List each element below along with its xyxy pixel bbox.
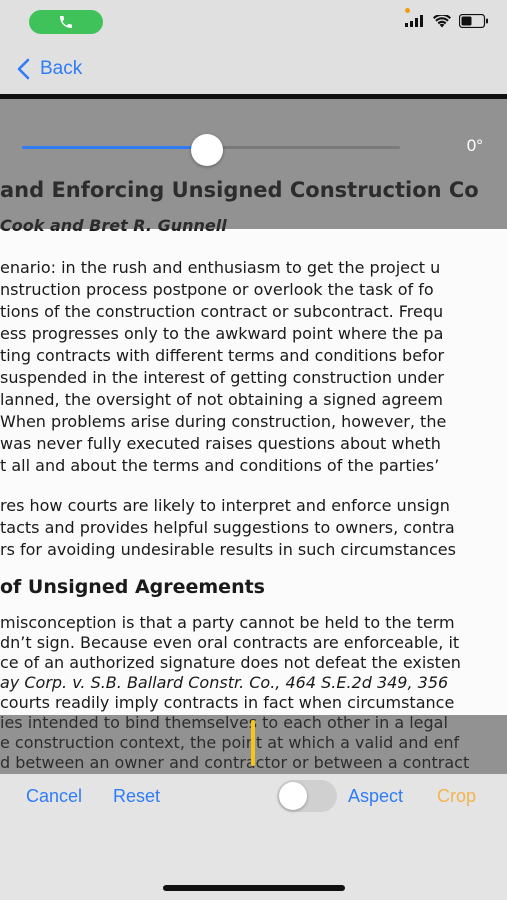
reset-button[interactable]: Reset — [113, 786, 161, 806]
rotation-angle-label: 0° — [466, 136, 483, 155]
back-button[interactable] — [16, 58, 82, 80]
doc-line: dn’t sign. Because even oral contracts are enforceable, it — [0, 633, 460, 652]
doc-line: suspended in the interest of getting construction under — [0, 368, 445, 387]
status-bar — [0, 0, 507, 46]
chevron-left-icon — [16, 58, 30, 80]
editor-top-border — [0, 94, 507, 99]
home-indicator — [163, 885, 345, 891]
rotation-slider-thumb[interactable] — [191, 134, 223, 166]
phone-icon — [58, 14, 74, 30]
aspect-toggle[interactable] — [277, 780, 337, 812]
doc-section-heading: of Unsigned Agreements — [0, 576, 265, 598]
doc-line: t all and about the terms and conditions of the parties’ — [0, 456, 440, 475]
nav-bar — [0, 46, 507, 94]
crop-button[interactable]: Crop — [437, 786, 477, 806]
aspect-button[interactable]: Aspect — [348, 786, 404, 806]
active-call-pill[interactable] — [29, 10, 103, 34]
doc-line: ay Corp. v. S.B. Ballard Constr. Co., 464 S.E.2d 349, 356 — [0, 673, 449, 692]
rotation-slider-fill — [22, 146, 207, 149]
signal-icon — [405, 15, 425, 27]
doc-line: courts readily imply contracts in fact when circumstance — [0, 693, 455, 712]
doc-line: ce of an authorized signature does not defeat the existen — [0, 653, 461, 672]
doc-line: was never fully executed raises questions about wheth — [0, 434, 441, 453]
doc-line: lanned, the oversight of not obtaining a signed agreem — [0, 390, 443, 409]
bottom-toolbar — [0, 774, 507, 900]
crop-mask-top — [0, 94, 507, 229]
doc-line: res how courts are likely to interpret and enforce unsign — [0, 496, 450, 515]
crop-editor[interactable] — [0, 94, 507, 774]
drag-handle[interactable] — [251, 720, 255, 766]
doc-line: ting contracts with different terms and conditions befor — [0, 346, 445, 365]
aspect-toggle-knob — [279, 782, 307, 810]
doc-line: ess progresses only to the awkward point where the pa — [0, 324, 444, 343]
status-icons — [405, 14, 489, 28]
doc-line: misconception is that a party cannot be held to the term — [0, 613, 455, 632]
privacy-indicator-dot — [405, 8, 410, 13]
back-label: Back — [40, 58, 83, 79]
cancel-button[interactable]: Cancel — [26, 786, 83, 806]
battery-icon — [459, 14, 489, 28]
doc-line: When problems arise during construction, however, the — [0, 412, 447, 431]
wifi-icon — [433, 15, 451, 28]
doc-line: rs for avoiding undesirable results in such circumstances — [0, 540, 456, 559]
doc-line: tacts and provides helpful suggestions to owners, contra — [0, 518, 455, 537]
doc-line: enario: in the rush and enthusiasm to get the project u — [0, 258, 441, 277]
doc-line: tions of the construction contract or subcontract. Frequ — [0, 302, 444, 321]
doc-line: nstruction process postpone or overlook the task of fo — [0, 280, 434, 299]
